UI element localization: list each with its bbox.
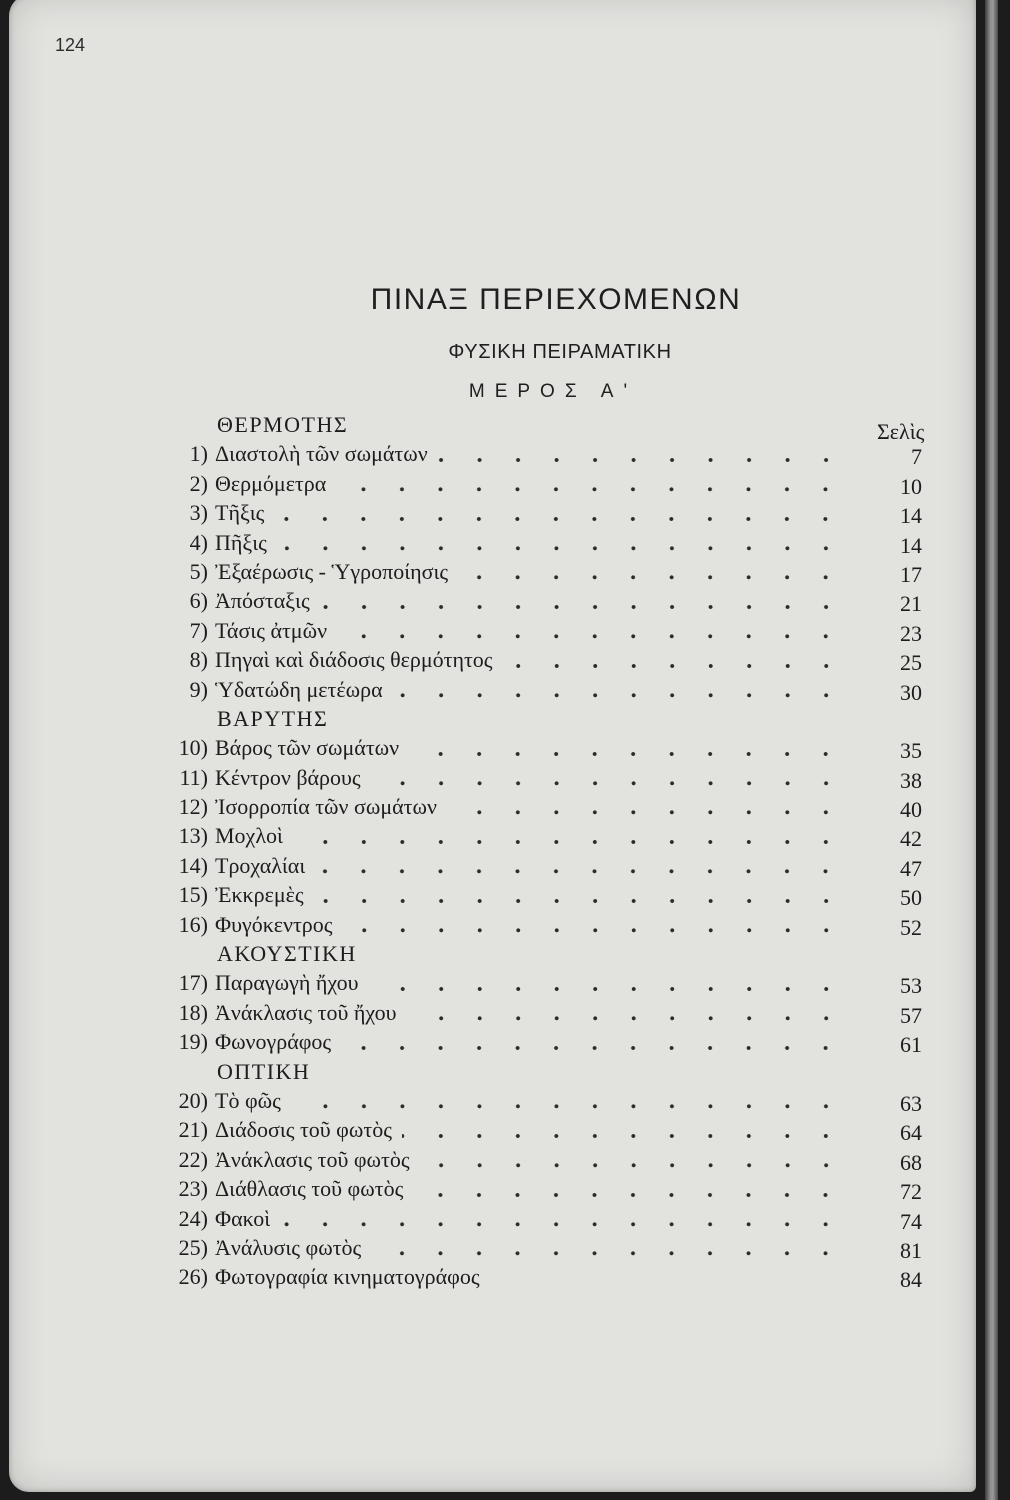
dot-leader	[407, 998, 848, 1027]
toc-entry	[160, 998, 922, 1027]
toc-entry	[160, 1262, 922, 1291]
dot-leader	[371, 1233, 848, 1262]
entry-page: 23	[900, 620, 922, 646]
dot-leader	[277, 528, 848, 557]
entry-number: 11)	[179, 764, 208, 790]
entry-title: Διαστολὴ τῶν σωμάτων	[215, 441, 428, 467]
dot-leader	[409, 733, 848, 762]
dot-leader	[447, 792, 848, 821]
entry-number: 17)	[178, 970, 208, 996]
entry-number: 26)	[178, 1264, 208, 1290]
entry-number: 20)	[178, 1087, 208, 1113]
entry-number: 7)	[189, 617, 208, 643]
entry-page: 38	[900, 767, 922, 793]
page-column-label: Σελὶς	[877, 419, 925, 444]
dot-leader	[369, 968, 848, 997]
entry-title: Ἀπόσταξις	[215, 588, 310, 614]
toc-entry	[160, 733, 922, 762]
entry-page: 35	[900, 738, 922, 764]
toc-entry	[160, 645, 922, 674]
toc-section	[160, 939, 922, 1057]
section-heading: ΟΠΤΙΚΗ	[217, 1058, 311, 1084]
entry-title: Φωνογράφος	[215, 1029, 332, 1055]
dot-leader	[438, 439, 848, 468]
toc-entry	[160, 821, 922, 850]
dot-leader	[503, 645, 848, 674]
entry-title: Ὑδατώδη μετέωρα	[215, 676, 383, 702]
dot-leader	[413, 1174, 848, 1203]
section-heading: ΒΑΡΥΤΗΣ	[217, 705, 329, 731]
dot-leader	[490, 1262, 848, 1291]
entry-page: 30	[900, 679, 922, 705]
entry-title: Τὸ φῶς	[215, 1087, 281, 1113]
entry-title: Ἐξαέρωσις - Ὑγροποίησις	[215, 558, 449, 584]
entry-page: 52	[900, 914, 922, 940]
entry-title: Τῆξις	[215, 500, 265, 526]
entry-title: Διάθλασις τοῦ φωτὸς	[215, 1176, 404, 1202]
entry-number: 12)	[178, 794, 208, 820]
dot-leader	[320, 586, 848, 615]
toc-entry	[160, 910, 922, 939]
toc-entry	[160, 439, 922, 468]
entry-title: Βάρος τῶν σωμάτων	[215, 735, 400, 761]
entry-number: 24)	[178, 1205, 208, 1231]
entry-page: 84	[900, 1267, 922, 1293]
toc-entry	[160, 763, 922, 792]
dot-leader	[291, 1086, 848, 1115]
entry-number: 15)	[178, 882, 208, 908]
entry-number: 23)	[178, 1176, 208, 1202]
toc-section	[160, 410, 925, 705]
entry-page: 81	[900, 1237, 922, 1263]
toc-entry	[160, 557, 922, 586]
dot-leader	[315, 851, 848, 880]
toc-entry	[160, 1145, 922, 1174]
toc-entry	[160, 792, 922, 821]
entry-number: 9)	[189, 676, 208, 702]
entry-page: 50	[900, 885, 922, 911]
entry-page: 17	[900, 561, 922, 587]
dot-leader	[293, 821, 848, 850]
page-edge	[985, 0, 998, 1500]
dot-leader	[343, 910, 849, 939]
toc-entry	[160, 498, 922, 527]
entry-page: 25	[900, 650, 922, 676]
entry-number: 4)	[189, 529, 208, 555]
entry-page: 10	[900, 473, 922, 499]
dot-leader	[314, 880, 848, 909]
toc-part: ΜΕΡΟΣ Α'	[468, 381, 638, 402]
section-heading: ΘΕΡΜΟΤΗΣ	[217, 412, 349, 437]
entry-title: Ἰσορροπία τῶν σωμάτων	[215, 794, 437, 820]
entry-page: 61	[900, 1032, 922, 1058]
dot-leader	[393, 675, 848, 704]
toc-entry	[160, 616, 922, 645]
toc-entry	[160, 880, 922, 909]
entry-title: Ἀνάλυσις φωτὸς	[215, 1234, 362, 1260]
toc-entry	[160, 1174, 922, 1203]
entry-number: 1)	[189, 441, 208, 467]
entry-page: 14	[900, 503, 922, 529]
entry-page: 68	[900, 1149, 922, 1175]
dot-leader	[280, 1204, 848, 1233]
entry-page: 42	[900, 826, 922, 852]
dot-leader	[402, 1115, 848, 1144]
toc-entry	[160, 675, 922, 704]
entry-number: 19)	[178, 1029, 208, 1055]
entry-number: 8)	[189, 647, 208, 673]
entry-title: Πῆξις	[215, 529, 267, 555]
entry-page: 64	[900, 1120, 922, 1146]
entry-number: 21)	[178, 1117, 208, 1143]
dot-leader	[371, 763, 848, 792]
entry-number: 2)	[189, 470, 208, 496]
entry-number: 14)	[178, 852, 208, 878]
entry-title: Φωτογραφία κινηματογράφος	[215, 1264, 480, 1290]
toc-entry	[160, 469, 922, 498]
entry-page: 40	[900, 797, 922, 823]
entry-title: Κέντρον βάρους	[215, 764, 361, 790]
entry-title: Ἐκκρεμὲς	[215, 882, 304, 908]
section-heading: ΑΚΟΥΣΤΙΚΗ	[217, 941, 357, 967]
entry-title: Ἀνάκλασις τοῦ φωτὸς	[215, 1146, 410, 1172]
dot-leader	[341, 1027, 848, 1056]
toc-entry	[160, 1086, 922, 1115]
entry-page: 14	[900, 532, 922, 558]
entry-title: Διάδοσις τοῦ φωτὸς	[215, 1117, 392, 1143]
entry-page: 53	[900, 973, 922, 999]
dot-leader	[337, 616, 848, 645]
entry-number: 13)	[178, 823, 208, 849]
entry-page: 63	[900, 1090, 922, 1116]
toc-subtitle: ΦΥΣΙΚΗ ΠΕΙΡΑΜΑΤΙΚΗ	[448, 341, 672, 363]
dot-leader	[274, 498, 848, 527]
dot-leader	[336, 469, 848, 498]
entry-number: 18)	[178, 999, 208, 1025]
entry-number: 16)	[178, 911, 208, 937]
toc-entry	[160, 1233, 922, 1262]
entry-page: 21	[900, 591, 922, 617]
entry-title: Θερμόμετρα	[215, 470, 327, 496]
page-number: 124	[55, 35, 86, 55]
entry-number: 5)	[189, 558, 208, 584]
toc-entry	[160, 528, 922, 557]
toc-entry	[160, 1115, 922, 1144]
dot-leader	[420, 1145, 848, 1174]
entry-number: 10)	[178, 735, 208, 761]
toc-entry	[160, 1027, 922, 1056]
toc-section	[160, 704, 922, 939]
entry-number: 3)	[189, 500, 208, 526]
entry-number: 22)	[178, 1146, 208, 1172]
toc-entry	[160, 968, 922, 997]
toc-section	[160, 1057, 922, 1292]
entry-title: Τροχαλίαι	[215, 852, 306, 878]
entry-number: 25)	[178, 1234, 208, 1260]
entry-number: 6)	[189, 588, 208, 614]
entry-page: 57	[900, 1002, 922, 1028]
toc-entry	[160, 586, 922, 615]
entry-page: 7	[911, 444, 922, 470]
toc-title: ΠΙΝΑΞ ΠΕΡΙΕΧΟΜΕΝΩΝ	[370, 283, 742, 316]
entry-page: 72	[900, 1179, 922, 1205]
entry-title: Φακοὶ	[215, 1205, 271, 1231]
entry-page: 74	[900, 1208, 922, 1234]
entry-title: Φυγόκεντρος	[215, 911, 333, 937]
toc-entry	[160, 851, 922, 880]
entry-title: Πηγαὶ καὶ διάδοσις θερμότητος	[215, 647, 493, 673]
entry-title: Τάσις ἀτμῶν	[215, 617, 328, 643]
entry-title: Παραγωγὴ ἤχου	[215, 970, 359, 996]
toc-entry	[160, 1204, 922, 1233]
entry-title: Ἀνάκλασις τοῦ ἤχου	[215, 999, 397, 1025]
dot-leader	[458, 557, 848, 586]
entry-page: 47	[900, 855, 922, 881]
entry-title: Μοχλοὶ	[215, 823, 283, 849]
table-of-contents	[160, 410, 925, 1293]
